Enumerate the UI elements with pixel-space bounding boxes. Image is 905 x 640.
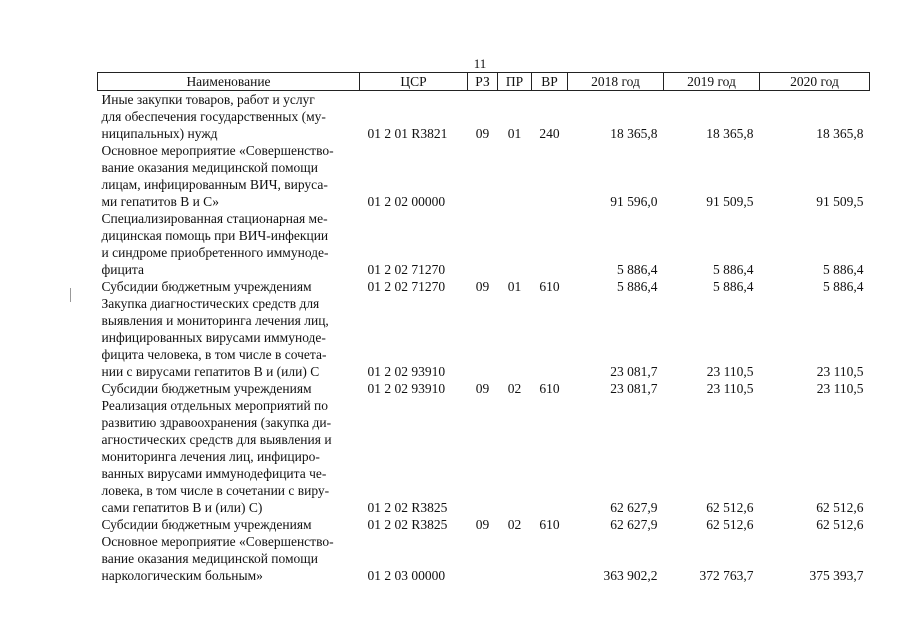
row-pr <box>498 142 532 210</box>
row-vr: 610 <box>539 517 560 532</box>
table-row <box>98 295 870 380</box>
row-2018: 23 081,7 <box>610 364 658 379</box>
row-name <box>98 210 360 278</box>
row-name-line: выявления и мониторинга лечения лиц, <box>101 313 329 328</box>
row-name-line: агностических средств для выявления и <box>101 432 332 447</box>
row-2020: 5 886,4 <box>823 262 864 277</box>
row-pr: 02 <box>507 517 522 532</box>
row-2018: 5 886,4 <box>617 262 658 277</box>
row-2020: 18 365,8 <box>816 126 864 141</box>
table-body <box>98 91 870 585</box>
row-name <box>98 397 360 516</box>
header-rz: РЗ <box>468 73 498 91</box>
table-row <box>98 397 870 516</box>
row-name-line: Закупка диагностических средств для <box>101 296 320 311</box>
row-csr: 01 2 02 R3825 <box>367 500 448 515</box>
row-vr <box>532 533 568 584</box>
row-name-line: наркологическим больным» <box>101 568 263 583</box>
row-2018: 62 627,9 <box>610 500 658 515</box>
scan-mark <box>70 288 71 302</box>
row-2019: 5 886,4 <box>713 262 754 277</box>
row-name-line: для обеспечения государственных (му- <box>101 109 326 124</box>
row-pr <box>498 210 532 278</box>
row-name-line: развитию здравоохранения (закупка ди- <box>101 415 332 430</box>
row-csr: 01 2 02 71270 <box>367 279 446 294</box>
row-2019: 5 886,4 <box>713 279 754 294</box>
row-2019: 91 509,5 <box>706 194 754 209</box>
row-name-line: Субсидии бюджетным учреждениям <box>101 279 312 294</box>
row-csr: 01 2 02 71270 <box>367 262 446 277</box>
row-pr: 02 <box>507 381 522 396</box>
row-rz: 09 <box>475 126 490 141</box>
table-row <box>98 210 870 278</box>
row-2020: 23 110,5 <box>816 381 864 396</box>
table-row <box>98 533 870 584</box>
header-csr: ЦСР <box>360 73 468 91</box>
row-name <box>98 533 360 584</box>
row-vr: 610 <box>539 381 560 396</box>
row-2018: 5 886,4 <box>617 279 658 294</box>
table-row <box>98 91 870 143</box>
row-2020: 91 509,5 <box>816 194 864 209</box>
row-name-line: Основное мероприятие «Совершенство- <box>101 143 334 158</box>
row-csr: 01 2 02 93910 <box>367 364 446 379</box>
row-csr: 01 2 02 93910 <box>367 381 446 396</box>
row-rz: 09 <box>475 279 490 294</box>
header-2019: 2019 год <box>664 73 760 91</box>
row-csr: 01 2 02 R3825 <box>367 517 448 532</box>
table-row <box>98 142 870 210</box>
row-name <box>98 278 360 295</box>
row-2019: 23 110,5 <box>706 364 754 379</box>
row-name-line: инфицированных вирусами иммуноде- <box>101 330 326 345</box>
row-vr <box>532 295 568 380</box>
row-rz <box>468 397 498 516</box>
row-name-line: нии с вирусами гепатитов В и (или) С <box>101 364 320 379</box>
row-name-line: ванных вирусами иммунодефицита че- <box>101 466 327 481</box>
row-name-line: Иные закупки товаров, работ и услуг <box>101 92 315 107</box>
budget-table <box>97 72 870 584</box>
row-name <box>98 142 360 210</box>
row-name <box>98 91 360 143</box>
row-2020: 375 393,7 <box>809 568 864 583</box>
header-2018: 2018 год <box>568 73 664 91</box>
row-pr: 01 <box>507 126 522 141</box>
row-name <box>98 516 360 533</box>
page-number: 11 <box>473 56 487 71</box>
row-name-line: Субсидии бюджетным учреждениям <box>101 517 312 532</box>
row-name-line: дицинская помощь при ВИЧ-инфекции <box>101 228 329 243</box>
header-pr: ПР <box>498 73 532 91</box>
row-csr: 01 2 01 R3821 <box>367 126 448 141</box>
row-vr: 610 <box>539 279 560 294</box>
table-header-row <box>98 73 870 91</box>
row-name-line: мониторинга лечения лиц, инфициро- <box>101 449 320 464</box>
row-name-line: фицита <box>101 262 144 277</box>
row-name-line: фицита человека, в том числе в сочета- <box>101 347 327 362</box>
row-name <box>98 295 360 380</box>
row-name-line: Субсидии бюджетным учреждениям <box>101 381 312 396</box>
row-2020: 62 512,6 <box>816 517 864 532</box>
row-2020: 5 886,4 <box>823 279 864 294</box>
row-vr <box>532 210 568 278</box>
row-name-line: и синдроме приобретенного иммуноде- <box>101 245 329 260</box>
row-csr: 01 2 02 00000 <box>367 194 446 209</box>
row-name-line: Реализация отдельных мероприятий по <box>101 398 329 413</box>
row-name-line: вание оказания медицинской помощи <box>101 551 318 566</box>
row-2018: 91 596,0 <box>610 194 658 209</box>
row-2018: 62 627,9 <box>610 517 658 532</box>
row-2018: 23 081,7 <box>610 381 658 396</box>
row-vr <box>532 142 568 210</box>
row-csr: 01 2 03 00000 <box>367 568 446 583</box>
row-vr: 240 <box>539 126 560 141</box>
row-2018: 18 365,8 <box>610 126 658 141</box>
row-name-line: Специализированная стационарная ме- <box>101 211 328 226</box>
header-2020: 2020 год <box>760 73 870 91</box>
row-2020: 23 110,5 <box>816 364 864 379</box>
row-vr <box>532 397 568 516</box>
row-name-line: Основное мероприятие «Совершенство- <box>101 534 334 549</box>
table-row <box>98 516 870 533</box>
row-rz: 09 <box>475 381 490 396</box>
row-name-line: ми гепатитов В и С» <box>101 194 219 209</box>
row-2019: 62 512,6 <box>706 500 754 515</box>
header-vr: ВР <box>532 73 568 91</box>
row-name-line: сами гепатитов В и (или) С) <box>101 500 263 515</box>
row-rz <box>468 142 498 210</box>
table-row <box>98 278 870 295</box>
row-2019: 18 365,8 <box>706 126 754 141</box>
row-rz <box>468 210 498 278</box>
table-row <box>98 380 870 397</box>
row-pr <box>498 295 532 380</box>
row-name-line: лицам, инфицированным ВИЧ, вируса- <box>101 177 328 192</box>
row-name-line: ниципальных) нужд <box>101 126 218 141</box>
row-pr <box>498 397 532 516</box>
header-name: Наименование <box>98 73 360 91</box>
row-rz <box>468 295 498 380</box>
row-name-line: вание оказания медицинской помощи <box>101 160 318 175</box>
row-name <box>98 380 360 397</box>
row-2019: 62 512,6 <box>706 517 754 532</box>
row-2019: 372 763,7 <box>699 568 754 583</box>
row-2018: 363 902,2 <box>603 568 658 583</box>
row-rz: 09 <box>475 517 490 532</box>
row-pr: 01 <box>507 279 522 294</box>
row-rz <box>468 533 498 584</box>
row-2020: 62 512,6 <box>816 500 864 515</box>
row-pr <box>498 533 532 584</box>
row-2019: 23 110,5 <box>706 381 754 396</box>
row-name-line: ловека, в том числе в сочетании с виру- <box>101 483 330 498</box>
